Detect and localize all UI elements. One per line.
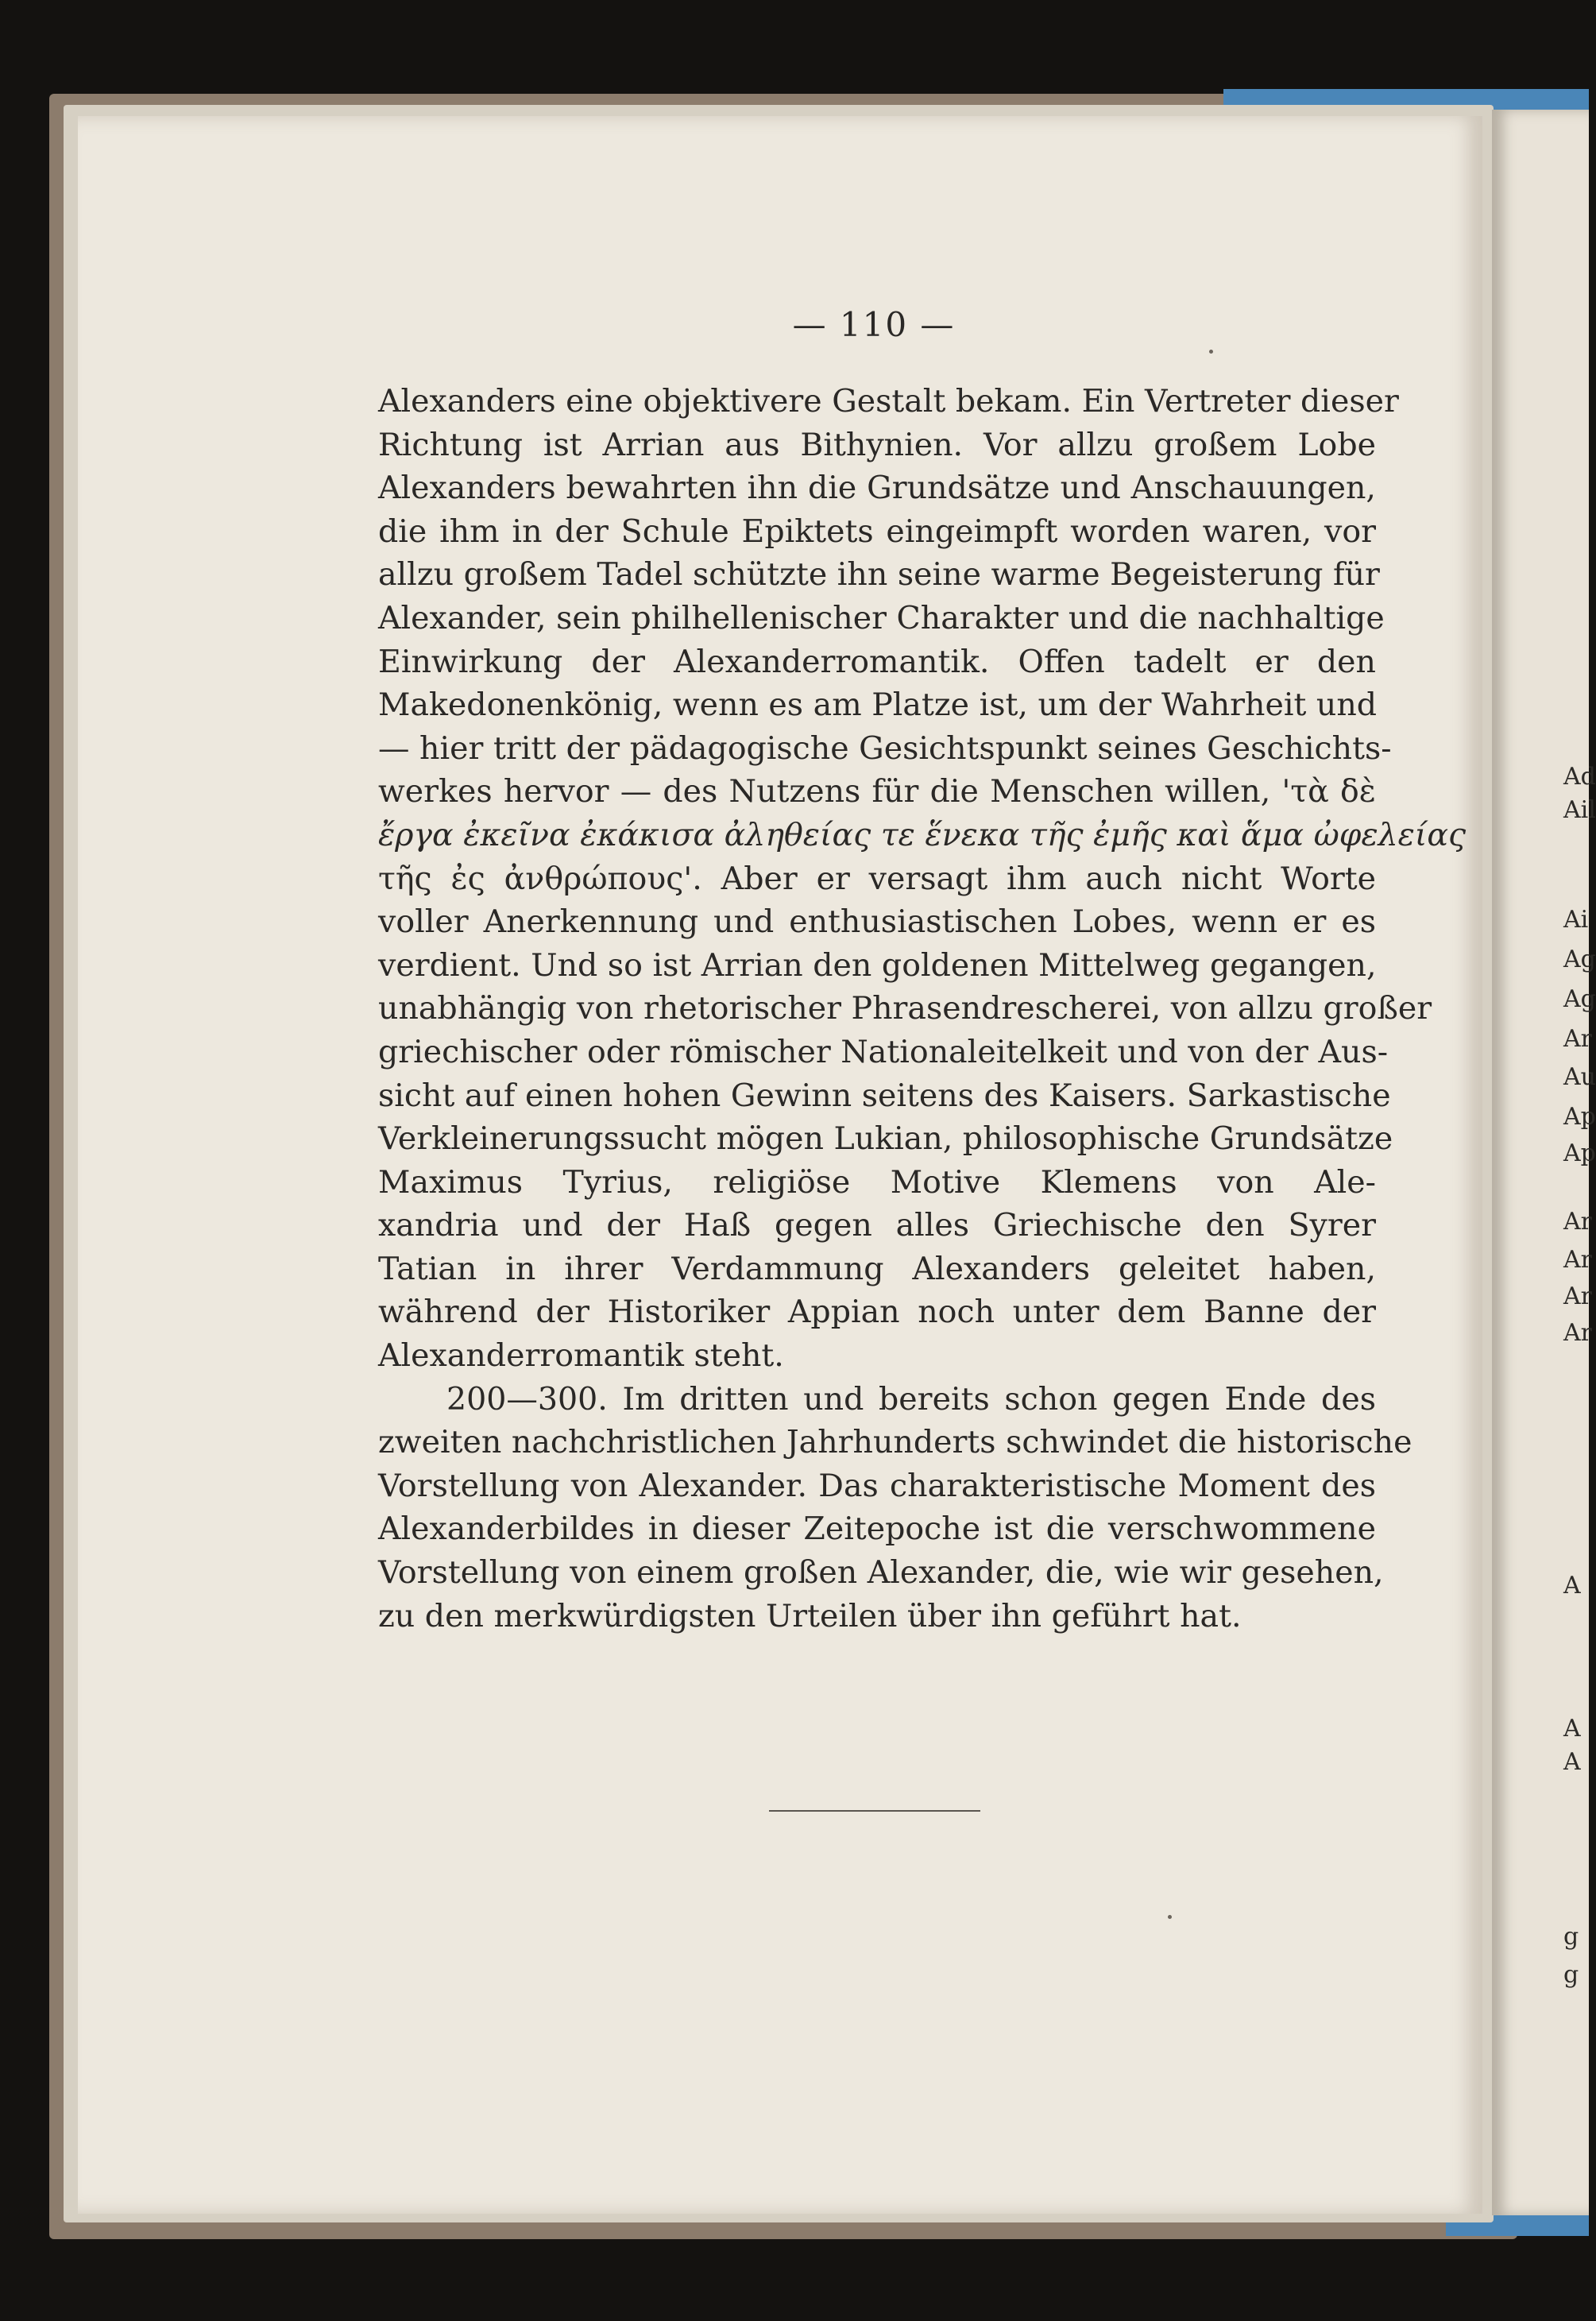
text-line: Richtung ist Arrian aus Bithynien. Vor allzu großem Lobe (378, 426, 1376, 463)
facing-page-fragment: A (1563, 1572, 1581, 1600)
text-line: Alexanders eine objektivere Gestalt bekam. Ein Vertreter dieser (378, 383, 1399, 420)
facing-page-fragment: Ail (1563, 796, 1596, 824)
text-line: Vorstellung von Alexander. Das charakteristische Moment des (378, 1467, 1376, 1504)
text-line: griechischer oder römischer Nationaleitelkeit und von der Aus- (378, 1033, 1389, 1070)
paragraph-start-line: 200—300. Im dritten und bereits schon gegen Ende des (446, 1380, 1376, 1418)
facing-page-fragment: Ad (1563, 763, 1596, 791)
end-rule (769, 1810, 980, 1812)
text-line: Einwirkung der Alexanderromantik. Offen tadelt er den (378, 643, 1376, 680)
text-line: zu den merkwürdigsten Urteilen über ihn geführt hat. (378, 1597, 1242, 1634)
text-line: Vorstellung von einem großen Alexander, die, wie wir gesehen, (378, 1554, 1384, 1592)
text-line: Verkleinerungssucht mögen Lukian, philosophische Grundsätze (378, 1120, 1393, 1158)
text-line: die ihm in der Schule Epiktets eingeimpft worden waren, vor (378, 513, 1376, 550)
page-number: — 110 — (792, 305, 956, 344)
text-line: Alexanderromantik steht. (378, 1337, 784, 1375)
text-line: Alexanders bewahrten ihn die Grundsätze und Anschauungen, (378, 470, 1376, 507)
text-line: voller Anerkennung und enthusiastischen Lobes, wenn er es (378, 903, 1376, 941)
facing-page-fragment: Ap (1563, 1139, 1596, 1167)
text-line: Alexander, sein philhellenischer Charakter und die nachhaltige (378, 599, 1385, 636)
facing-page-edge (1492, 110, 1596, 2215)
facing-page-fragment: A (1563, 1715, 1581, 1743)
text-line: Tatian in ihrer Verdammung Alexanders geleitet haben, (378, 1250, 1376, 1287)
text-line: Maximus Tyrius, religiöse Motive Klemens von Ale- (378, 1163, 1376, 1201)
text-line: während der Historiker Appian noch unter dem Banne der (378, 1294, 1376, 1331)
text-line: allzu großem Tadel schützte ihn seine warme Begeisterung für (378, 556, 1380, 594)
text-line: werkes hervor — des Nutzens für die Menschen willen, 'τὰ δὲ (378, 773, 1376, 810)
facing-page-fragment: Ap (1563, 1103, 1596, 1131)
facing-page-fragment: Ar (1563, 1246, 1593, 1274)
facing-page-fragment: Ar (1563, 1319, 1593, 1347)
text-line: — hier tritt der pädagogische Gesichtspunkt seines Geschichts- (378, 729, 1392, 767)
text-line: xandria und der Haß gegen alles Griechische den Syrer (378, 1207, 1376, 1244)
facing-page-fragment: Ar (1563, 1208, 1593, 1236)
text-line: verdient. Und so ist Arrian den goldenen Mittelweg gegangen, (378, 946, 1377, 984)
facing-page-fragment: Ar (1563, 1025, 1593, 1053)
facing-page-fragment: g (1563, 1961, 1579, 1989)
text-line: unabhängig von rhetorischer Phrasendrescherei, von allzu großer (378, 990, 1432, 1027)
body-text (378, 380, 1467, 1638)
facing-page-fragment: Ag (1563, 946, 1596, 973)
facing-page-fragment: Au (1563, 1063, 1596, 1091)
text-line: τῆς ἐς ἀνθρώπους'. Aber er versagt ihm auch nicht Worte (378, 860, 1376, 897)
text-line: sicht auf einen hohen Gewinn seitens des Kaisers. Sarkastische (378, 1077, 1391, 1114)
facing-page-fragment: g (1563, 1923, 1579, 1951)
greek-quote-line: ἔργα ἐκεῖνα ἐκάκισα ἀληθείας τε ἕνεκα τῆς ἐμῆς καὶ ἅμα ὠφελείας (378, 816, 1467, 853)
text-line: Makedonenkönig, wenn es am Platze ist, um der Wahrheit und (378, 687, 1378, 724)
paper-speck (1168, 1915, 1172, 1919)
paper-speck (1209, 350, 1213, 354)
facing-page-fragment: Ag (1563, 985, 1596, 1013)
facing-page-fragment: Ar (1563, 1282, 1593, 1310)
text-line: zweiten nachchristlichen Jahrhunderts schwindet die historische (378, 1424, 1412, 1461)
text-line: Alexanderbildes in dieser Zeitepoche ist die verschwommene (378, 1511, 1376, 1548)
facing-page-fragment: Ai (1563, 906, 1589, 934)
facing-page-fragment: A (1563, 1748, 1581, 1776)
